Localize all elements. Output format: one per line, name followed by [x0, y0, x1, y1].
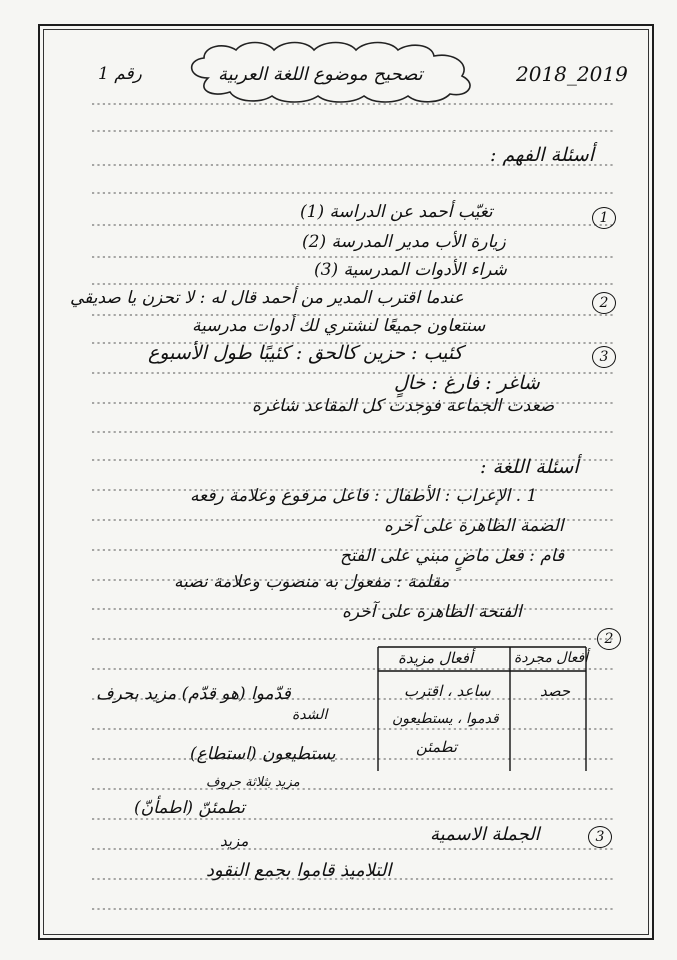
- table-cell-derived-2: قدموا ، يستطيعون: [392, 711, 499, 727]
- table-header-derived: أفعال مزيدة: [398, 649, 474, 667]
- comprehension-heading: أسئلة الفهم :: [490, 144, 594, 166]
- language-q3-line-2: التلاميذ قاموا بجمع النقود: [206, 860, 392, 881]
- table-cell-derived-1: ساعد ، اقترب: [404, 682, 491, 700]
- language-q3-number: 3: [588, 826, 612, 848]
- q2-line-1: عندما اقترب المدير من أحمد قال له : لا تحزن يا صديقي: [70, 288, 464, 308]
- table-cell-derived-3: تطمئن: [416, 738, 458, 756]
- language-q1-line-2: الضمة الظاهرة على آخره: [384, 516, 564, 536]
- q3-line-2: شاغر : فارغ : خالٍ: [394, 372, 540, 394]
- q3-line-1: كئيب : حزين كالحق : كئيبًا طول الأسبوع: [148, 342, 463, 364]
- q1-number: 1: [592, 207, 616, 229]
- comprehension-extra-line: صعدت الجماعة فوجدت كل المقاعد شاغرة: [252, 396, 555, 416]
- language-q2-number: 2: [597, 628, 621, 650]
- q2-line-2: سنتعاون جميعًا لنشتري لك أدوات مدرسية: [192, 316, 486, 336]
- q3-number: 3: [592, 346, 616, 368]
- q1-line-2: زيارة الأب مدير المدرسة (2): [302, 232, 506, 252]
- side-note-2: الشدة: [292, 707, 328, 723]
- q1-line-3: شراء الأدوات المدرسية (3): [314, 260, 507, 280]
- language-q1-line-1: 1 . الإعراب : الأطفال : فاعل مرفوع وعلامة رفعه: [190, 486, 538, 506]
- table-header-bare: أفعال مجردة: [514, 650, 589, 666]
- language-q1-line-5: الفتحة الظاهرة على آخره: [342, 602, 522, 622]
- q1-line-1: تغيّب أحمد عن الدراسة (1): [300, 202, 493, 222]
- language-q1-line-3: قام : فعل ماضٍ مبني على الفتح: [340, 546, 565, 566]
- language-heading: أسئلة اللغة :: [480, 456, 579, 478]
- table-cell-bare-1: حصد: [540, 682, 571, 700]
- header-year: 2018_2019: [516, 62, 628, 86]
- header-number: رقم 1: [98, 64, 142, 84]
- side-note-5: تطمئنّ (اطمأنّ): [134, 798, 245, 818]
- side-note-3: يستطيعون (استطاع): [190, 744, 336, 764]
- side-note-1: قدّموا (هو قدّم) مزيد بحرف: [96, 684, 291, 704]
- language-q3-line-1: الجملة الاسمية: [430, 824, 540, 845]
- language-q1-line-4: مقلمة : مفعول به منصوب وعلامة نصبه: [174, 572, 450, 592]
- q2-number: 2: [592, 292, 616, 314]
- side-note-4: مزيد بثلاثة حروف: [206, 775, 300, 790]
- language-q3-note: مزيد: [220, 832, 249, 850]
- header-title: تصحيح موضوع اللغة العربية: [218, 64, 423, 85]
